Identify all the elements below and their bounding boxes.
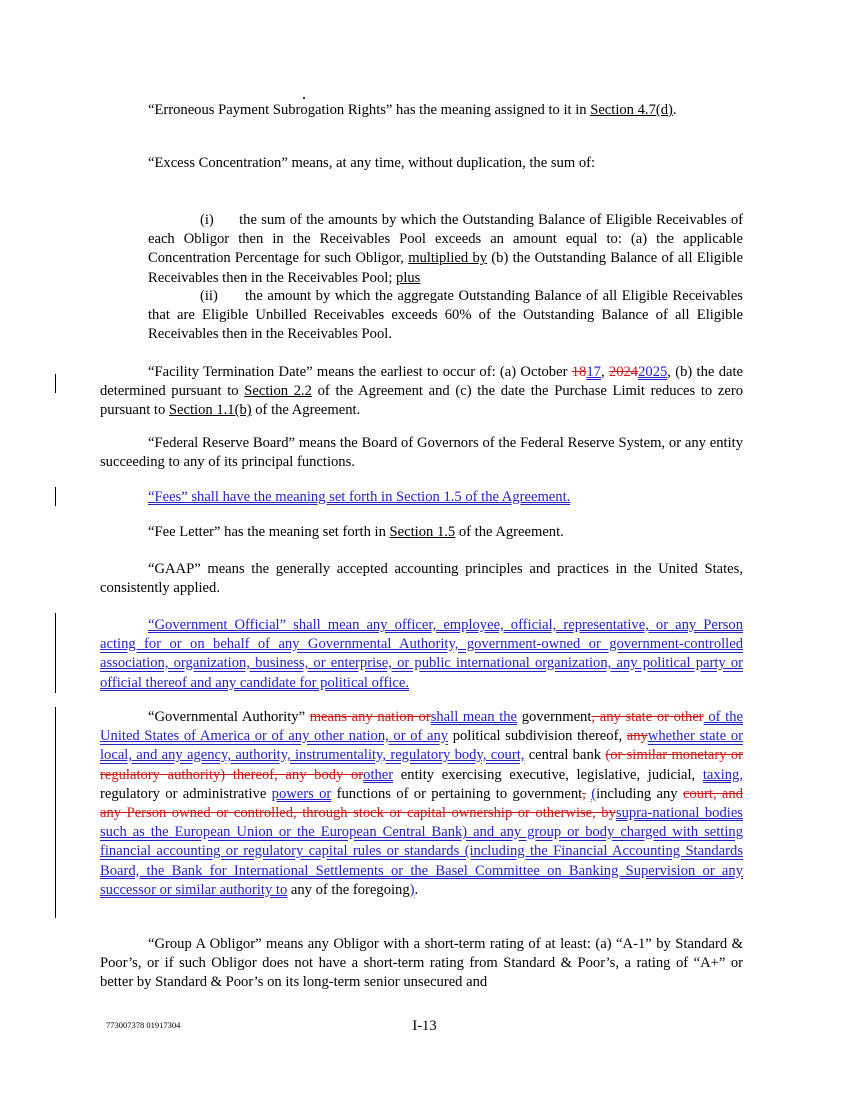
stray-mark: [303, 97, 305, 99]
clause-i: (i) the sum of the amounts by which the Outstanding Balance of Eligible Receivables of each Obligor then in the Receivables Pool exceeds an amount equal to: (a) the applicable Concentration Percentage for such Obligor, multiplied by (b) the Outstanding Balance of all Eligible Receivables then in the Receivables Pool; plus: [148, 212, 743, 286]
definition-facility-termination-date: “Facility Termination Date” means the earliest to occur of: (a) October 1817, 20242025, (b) the date determined pursuant to Section 2.2 of the Agreement and (c) the date the Purchase Limit reduces to zero pursuant to Section 1.1(b) of the Agreement.: [100, 364, 744, 419]
section-reference: Section 4.7(d): [590, 102, 673, 118]
definition-group-a-obligor: “Group A Obligor” means any Obligor with a short-term rating of at least: (a) “A-1” by Standard & Poor’s, or if such Obligor does not have a short-term rating from Standard & Poor’s, a rating of “A+” or better by Standard & Poor’s on its long-term senior unsecured and: [100, 936, 743, 991]
definition-federal-reserve-board: “Federal Reserve Board” means the Board of Governors of the Federal Reserve System, or any entity succeeding to any of its principal functions.: [100, 435, 743, 471]
change-bar: [55, 707, 56, 918]
definition-governmental-authority: “Governmental Authority” means any nation orshall mean the government, any state or other of the United States of America or of any other nation, or of any political subdivision thereof, anywhether state or local, and any agency, authority, instrumentality, regulatory body, court, central bank (or similar monetary or regulatory authority) thereof, any body orother entity exercising executive, legislative, judicial, taxing, regulatory or administrative powers or functions of or pertaining to government, (including any court, and any Person owned or controlled, through stock or capital ownership or otherwise, bysupra-national bodies such as the European Union or the European Central Bank) and any group or body charged with setting financial accounting or regulatory capital rules or standards (including the Financial Accounting Standards Board, the Bank for International Settlements or the Basel Committee on Banking Supervision or any successor or similar authority to any of the foregoing).: [100, 709, 743, 898]
document-id: 773007378 01917304: [106, 1020, 181, 1030]
definition-government-official-inserted: “Government Official” shall mean any officer, employee, official, representative, or any Person acting for or on behalf of any Governmental Authority, government-owned or government-controlled association, organization, business, or enterprise, or public international organization, any political party or official thereof and any candidate for political office.: [100, 617, 743, 691]
definition-excess-concentration: “Excess Concentration” means, at any time, without duplication, the sum of:: [148, 155, 596, 171]
change-bar: [55, 487, 56, 506]
page-number: I-13: [412, 1018, 437, 1034]
definition-gaap: “GAAP” means the generally accepted accounting principles and practices in the United States, consistently applied.: [100, 561, 743, 597]
definition-erroneous-payment: “Erroneous Payment Subrogation Rights” has the meaning assigned to it in Section 4.7(d).: [148, 102, 677, 118]
definition-fees-inserted: “Fees” shall have the meaning set forth in Section 1.5 of the Agreement.: [148, 489, 571, 505]
change-bar: [55, 374, 56, 393]
change-bar: [55, 613, 56, 693]
definition-fee-letter: “Fee Letter” has the meaning set forth in Section 1.5 of the Agreement.: [148, 524, 564, 540]
clause-ii: (ii) the amount by which the aggregate Outstanding Balance of all Eligible Receivables that are Eligible Unbilled Receivables exceeds 60% of the Outstanding Balance of all Eligible Receivables then in the Receivables Pool.: [148, 288, 743, 343]
